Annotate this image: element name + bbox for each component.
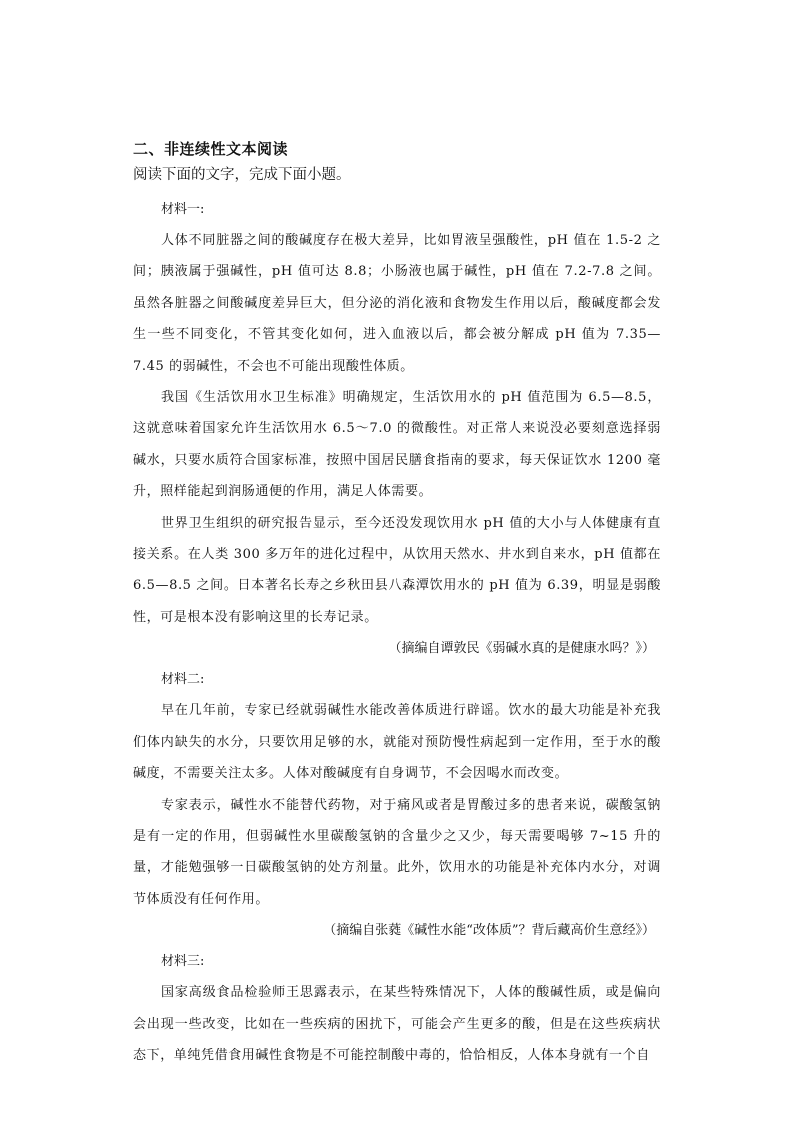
material-label: 材料三: xyxy=(161,954,205,970)
material-paragraph: 世界卫生组织的研究报告显示，至今还没发现饮用水 pH 值的大小与人体健康有直接关系。在人类 300 多万年的进化过程中，从饮用天然水、井水到自来水，pH 值都在 6.5—8.5 之间。日本著名长寿之乡秋田县八森潭饮用水的 pH 值为 6.39，明显是弱酸性，可是根本没有影响这里的长寿记录。 xyxy=(133,515,661,625)
section-heading: 二、非连续性文本阅读 xyxy=(133,140,289,158)
material-block xyxy=(133,664,661,946)
material-label: 材料一: xyxy=(161,202,205,217)
material-block xyxy=(133,194,661,664)
material-source: （摘编自谭敦民《弱碱水真的是健康水吗？》） xyxy=(388,641,655,657)
material-paragraph: 我国《生活饮用水卫生标准》明确规定，生活饮用水的 pH 值范围为 6.5—8.5，这就意味着国家允许生活饮用水 6.5～7.0 的微酸性。对正常人来说没必要刻意选择弱碱水，只要水质符合国家标准，按照中国居民膳食指南的要求，每天保证饮水 1200 毫升，照样能起到润肠通便的作用，满足人体需要。 xyxy=(133,390,661,500)
material-source: （摘编自张蕤《碱性水能“改体质”？背后藏高价生意经》） xyxy=(323,923,655,939)
material-paragraph: 早在几年前，专家已经就弱碱性水能改善体质进行辟谣。饮水的最大功能是补充我们体内缺失的水分，只要饮用足够的水，就能对预防慢性病起到一定作用，至于水的酸碱度，不需要关注太多。人体对酸碱度有自身调节，不会因喝水而改变。 xyxy=(133,703,661,782)
material-label: 材料二: xyxy=(161,672,205,688)
material-paragraph: 专家表示，碱性水不能替代药物，对于痛风或者是胃酸过多的患者来说，碳酸氢钠是有一定的作用，但弱碱性水里碳酸氢钠的含量少之又少，每天需要喝够 7~15 升的量，才能勉强够一日碳酸氢钠的处方剂量。此外，饮用水的功能是补充体内水分，对调节体质没有任何作用。 xyxy=(133,797,661,907)
section-instruction: 阅读下面的文字，完成下面小题。 xyxy=(133,167,351,183)
document-content xyxy=(133,138,661,1071)
material-paragraph: 国家高级食品检验师王思露表示，在某些特殊情况下，人体的酸碱性质，或是偏向会出现一些改变，比如在一些疾病的困扰下，可能会产生更多的酸，但是在这些疾病状态下，单纯凭借食用碱性食物是不可能控制酸中毒的，恰恰相反，人体本身就有一个自 xyxy=(133,985,661,1063)
material-block xyxy=(133,946,661,1071)
material-paragraph: 人体不同脏器之间的酸碱度存在极大差异，比如胃液呈强酸性，pH 值在 1.5-2 之间；胰液属于强碱性，pH 值可达 8.8；小肠液也属于碱性，pH 值在 7.2-7.8 之间。虽然各脏器之间酸碱度差异巨大，但分泌的消化液和食物发生作用以后，酸碱度都会发生一些不同变化，不管其变化如何，进入血液以后，都会被分解成 pH 值为 7.35—7.45 的弱碱性，不会也不可能出现酸性体质。 xyxy=(133,233,661,374)
